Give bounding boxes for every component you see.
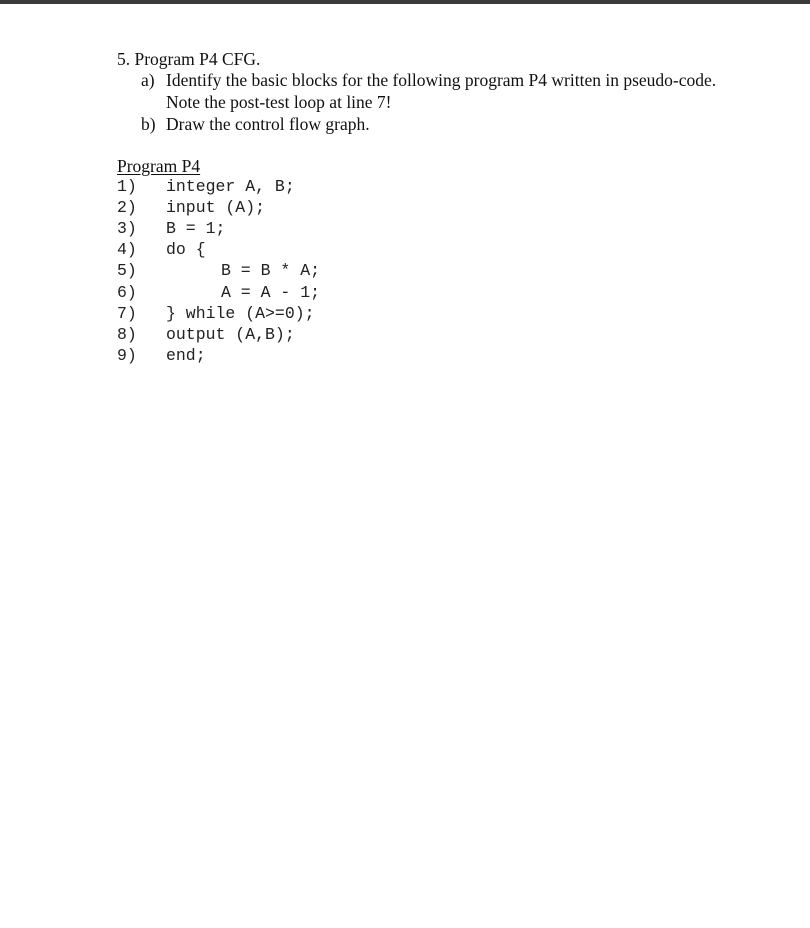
line-code: B = B * A; [221, 261, 321, 280]
line-code: integer A, B; [166, 177, 295, 196]
line-number: 6) [117, 283, 137, 302]
line-code: B = 1; [166, 219, 226, 238]
program-title: Program P4 [117, 156, 201, 176]
part-a-label: a) [141, 70, 155, 90]
part-a-text: Identify the basic blocks for the following program P4 written in pseudo-code. Note the post-test loop at line 7! [166, 70, 717, 112]
line-number: 2) [117, 198, 137, 217]
line-code: output (A,B); [166, 325, 295, 344]
line-number: 4) [117, 240, 137, 259]
line-code: } while (A>=0); [166, 304, 315, 323]
line-number: 5) [117, 261, 137, 280]
part-b-text: Draw the control flow graph. [166, 114, 370, 134]
part-b-label: b) [141, 114, 156, 134]
line-code: input (A); [166, 198, 266, 217]
line-number: 3) [117, 219, 137, 238]
question-heading: 5. Program P4 CFG. [117, 49, 261, 69]
line-code: do { [166, 240, 206, 259]
line-number: 1) [117, 177, 137, 196]
line-code: A = A - 1; [221, 283, 321, 302]
line-number: 8) [117, 325, 137, 344]
line-number: 7) [117, 304, 137, 323]
line-code: end; [166, 346, 206, 365]
top-border [0, 0, 810, 4]
line-number: 9) [117, 346, 137, 365]
